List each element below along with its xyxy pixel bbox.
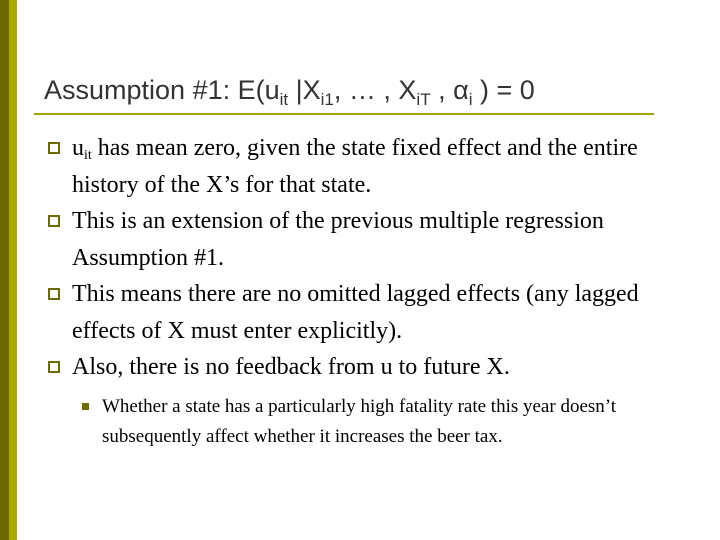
title-sub-i1: i1 xyxy=(320,90,334,109)
title-sub-i: i xyxy=(468,90,473,109)
bullet-item-2 xyxy=(72,203,692,276)
left-accent-bar-light xyxy=(9,0,17,540)
title-mid2: , … , X xyxy=(333,75,417,105)
title-underline xyxy=(34,113,654,115)
title-mid1: |X xyxy=(288,75,321,105)
bullet-item-4 xyxy=(72,349,692,386)
sub-bullet-1-text: Whether a state has a particularly high fatality rate this year doesn’t subsequently affect whether it increases the beer tax. xyxy=(102,396,617,447)
title-suffix: ) = 0 xyxy=(472,75,535,105)
slide-title xyxy=(44,74,535,109)
bullet-4-text: Also, there is no feedback from u to future X. xyxy=(72,354,510,380)
hollow-square-bullet-icon xyxy=(48,215,60,227)
bullet-3-text: This means there are no omitted lagged effects (any lagged effects of X must enter explicitly). xyxy=(72,281,639,344)
title-prefix: Assumption #1: E(u xyxy=(44,75,280,105)
bullet-2-text: This is an extension of the previous multiple regression Assumption #1. xyxy=(72,208,604,271)
filled-square-bullet-icon xyxy=(82,403,89,410)
title-sub-it: it xyxy=(279,90,289,109)
title-mid3: , α xyxy=(430,75,469,105)
sub-bullet-item-1 xyxy=(102,392,692,451)
left-accent-bar-dark xyxy=(0,0,9,540)
bullet-1-text: has mean zero, given the state fixed effect and the entire history of the X’s for that state. xyxy=(72,135,638,198)
hollow-square-bullet-icon xyxy=(48,361,60,373)
hollow-square-bullet-icon xyxy=(48,288,60,300)
bullet-item-1 xyxy=(72,130,692,203)
bullet-item-3 xyxy=(72,276,692,349)
title-sub-iT: iT xyxy=(416,90,431,109)
bullet-1-pre: u xyxy=(72,135,84,161)
hollow-square-bullet-icon xyxy=(48,142,60,154)
bullet-1-sub: it xyxy=(84,148,92,163)
